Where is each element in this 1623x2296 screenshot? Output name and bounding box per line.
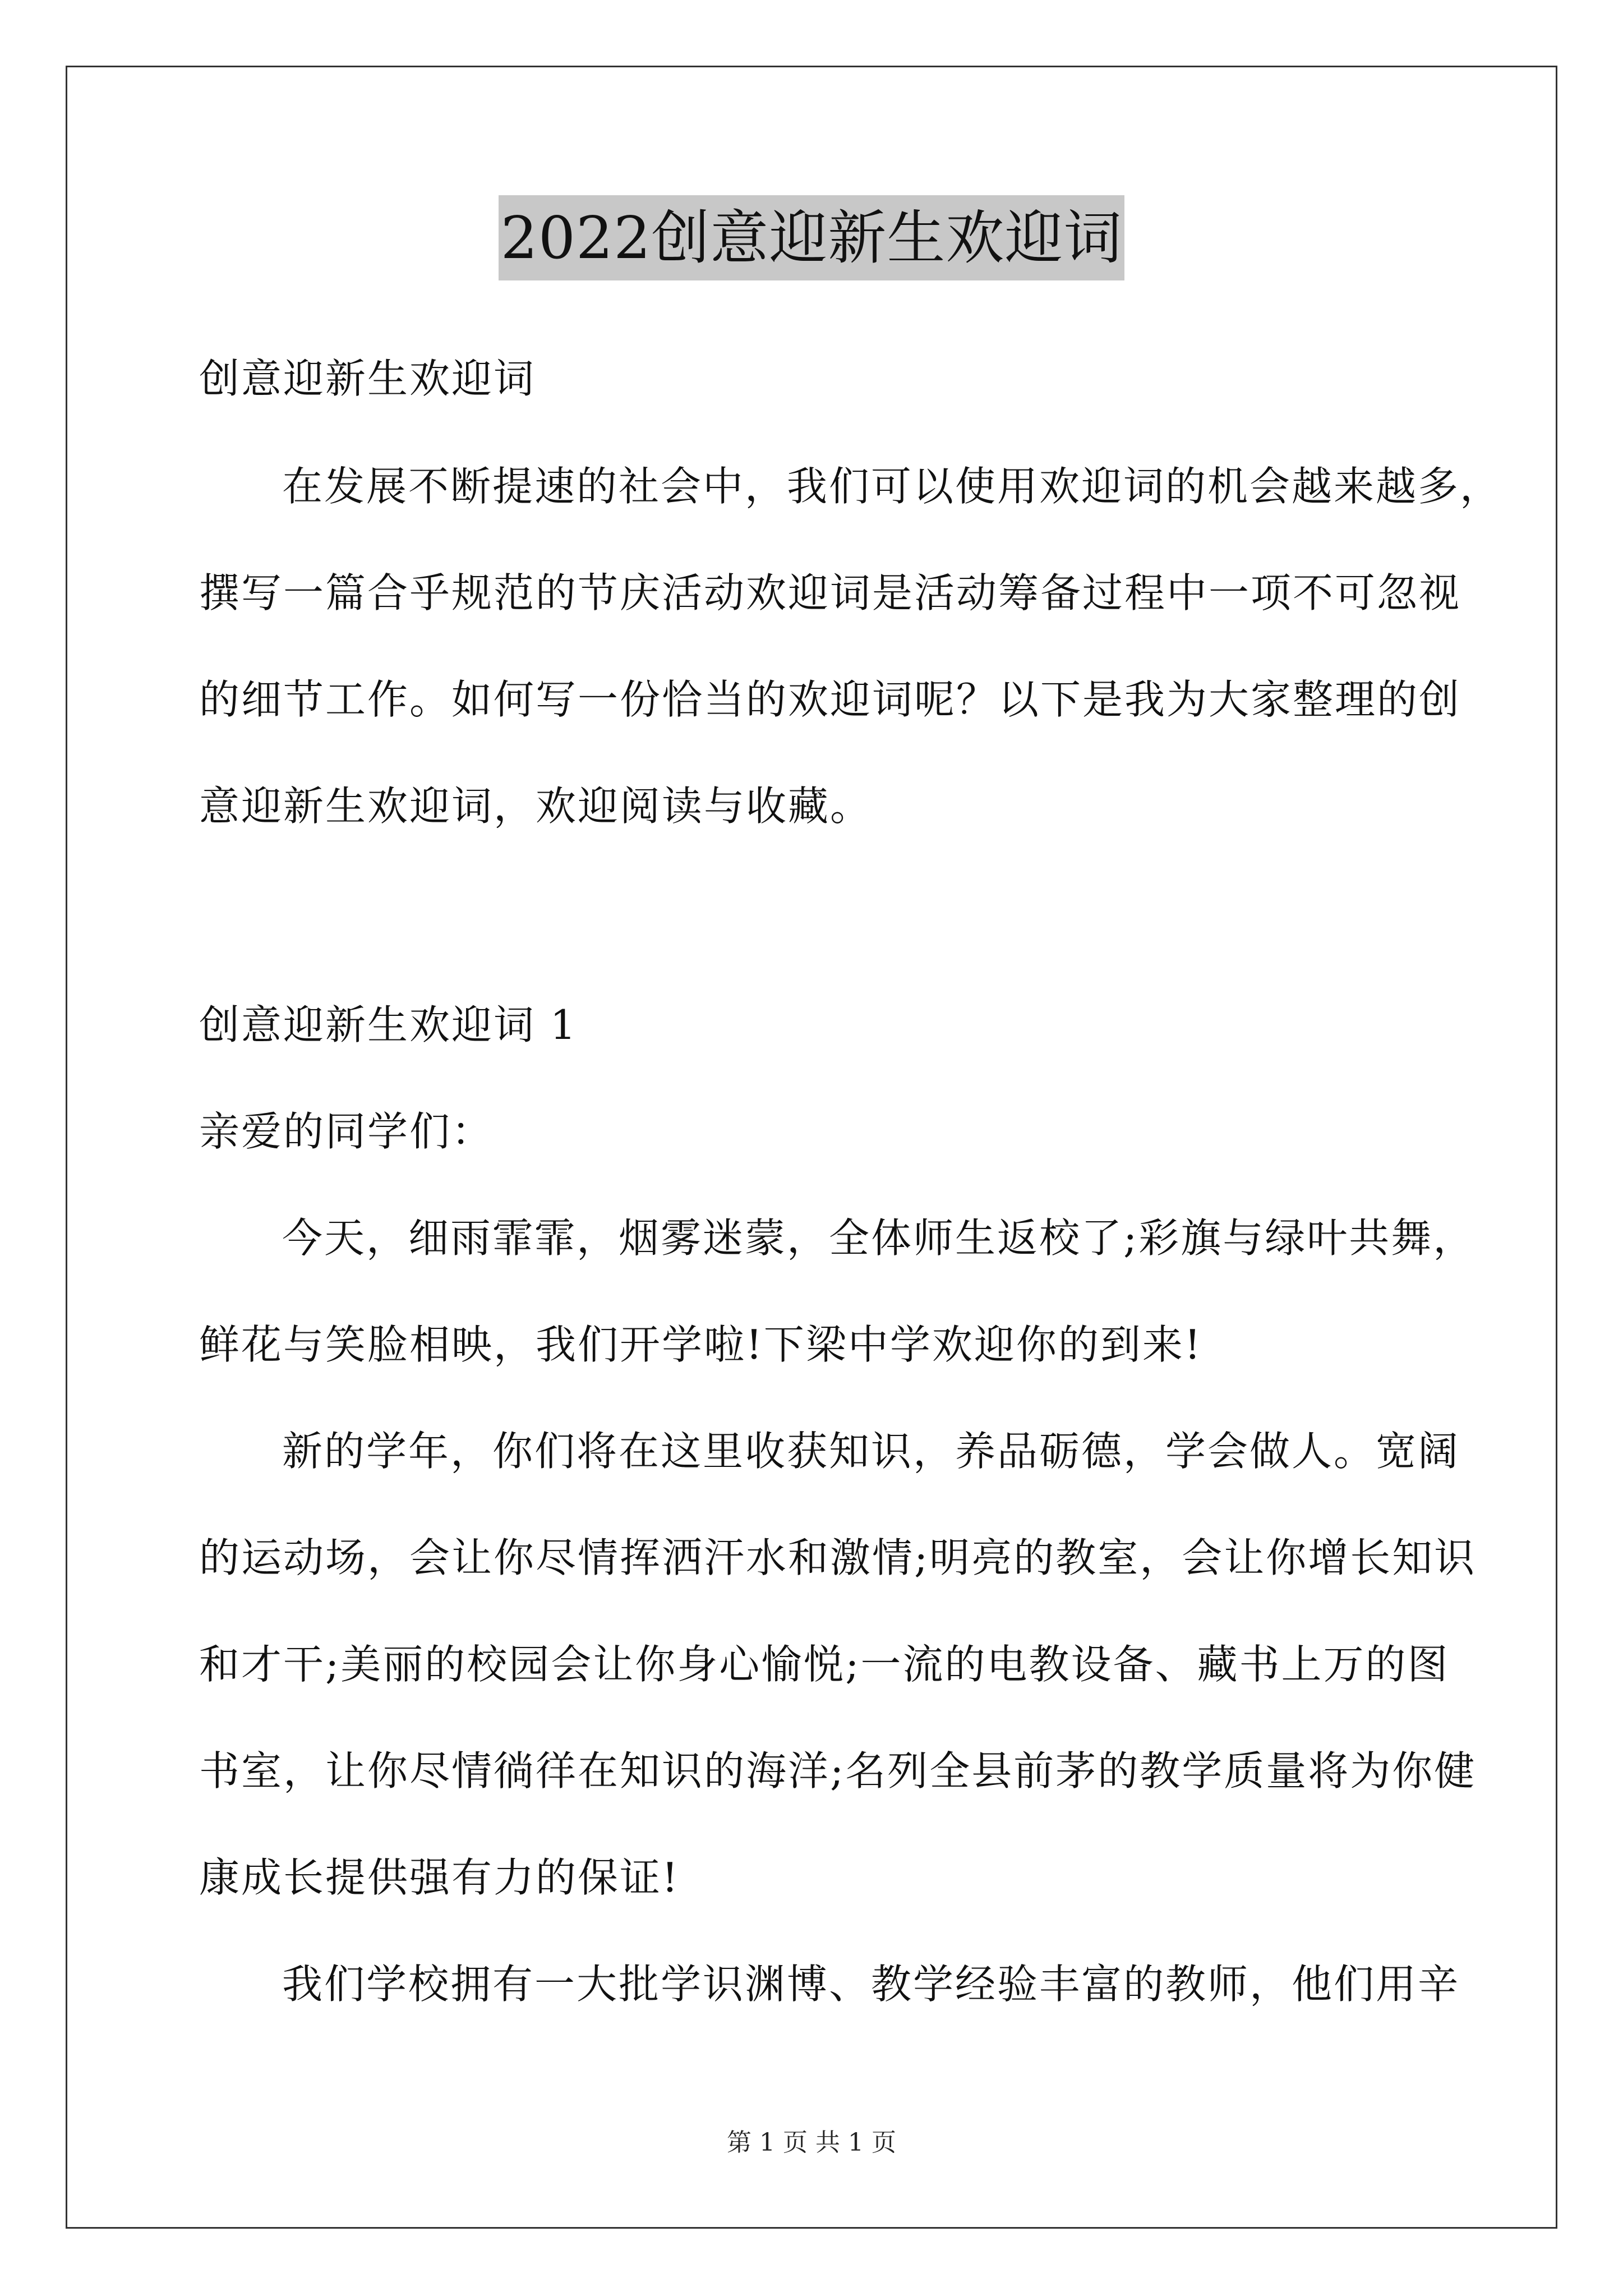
section-heading: 创意迎新生欢迎词 1 (199, 1001, 578, 1048)
page-footer: 第 1 页 共 1 页 (727, 2128, 896, 2157)
intro-line: 撰写一篇合乎规范的节庆活动欢迎词是活动筹备过程中一项不可忽视 (199, 569, 1461, 616)
paragraph-line: 和才干;美丽的校园会让你身心愉悦;一流的电教设备、藏书上万的图 (199, 1641, 1450, 1688)
paragraph-line: 我们学校拥有一大批学识渊博、教学经验丰富的教师，他们用辛 (282, 1961, 1460, 2008)
intro-line: 在发展不断提速的社会中，我们可以使用欢迎词的机会越来越多， (282, 463, 1502, 510)
subtitle: 创意迎新生欢迎词 (199, 355, 536, 402)
document-title: 2022创意迎新生欢迎词 (499, 195, 1125, 280)
paragraph-line: 今天，细雨霏霏，烟雾迷蒙，全体师生返校了;彩旗与绿叶共舞， (282, 1214, 1476, 1262)
paragraph-line: 的运动场，会让你尽情挥洒汗水和激情;明亮的教室，会让你增长知识 (199, 1534, 1477, 1581)
salutation: 亲爱的同学们： (199, 1108, 494, 1155)
intro-line: 意迎新生欢迎词，欢迎阅读与收藏。 (199, 783, 873, 830)
title-container (0, 195, 1623, 280)
paragraph-line: 康成长提供强有力的保证! (199, 1854, 680, 1901)
paragraph-line: 鲜花与笑脸相映，我们开学啦!下梁中学欢迎你的到来! (199, 1321, 1202, 1368)
paragraph-line: 新的学年，你们将在这里收获知识，养品砺德，学会做人。宽阔 (282, 1428, 1460, 1475)
paragraph-line: 书室，让你尽情徜徉在知识的海洋;名列全县前茅的教学质量将为你健 (199, 1747, 1477, 1795)
intro-line: 的细节工作。如何写一份恰当的欢迎词呢？以下是我为大家整理的创 (199, 676, 1461, 723)
